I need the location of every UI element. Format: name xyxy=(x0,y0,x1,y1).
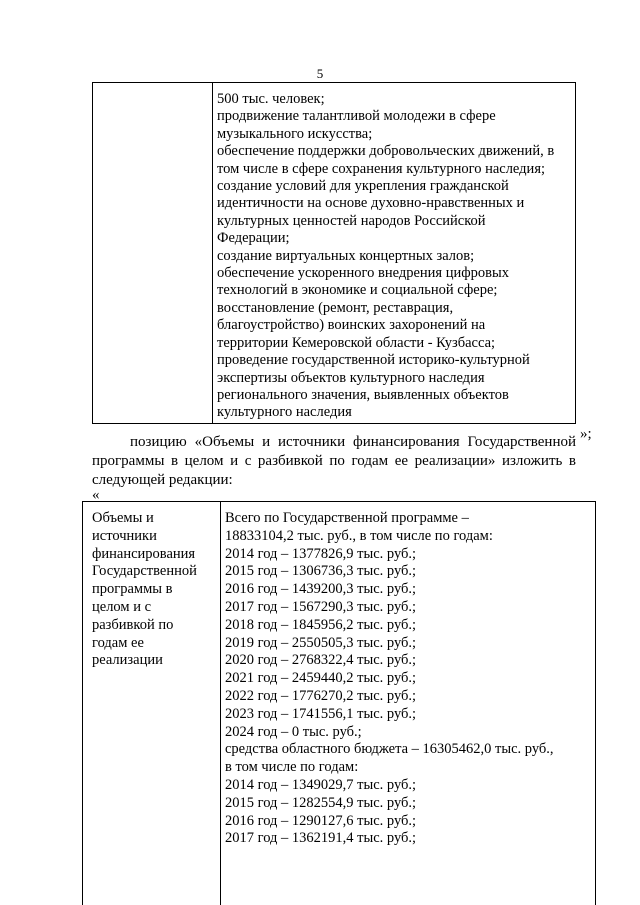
cell-line: Федерации; xyxy=(217,230,290,247)
funding-line: 2015 год – 1282554,9 тыс. руб.; xyxy=(225,794,417,811)
funding-line: 2017 год – 1362191,4 тыс. руб.; xyxy=(225,830,417,847)
column-divider xyxy=(212,83,213,423)
cell-line: культурного наследия xyxy=(217,404,352,421)
funding-line: 2016 год – 1290127,6 тыс. руб.; xyxy=(225,812,417,829)
funding-line: 2018 год – 1845956,2 тыс. руб.; xyxy=(225,616,417,633)
funding-line: 2020 год – 2768322,4 тыс. руб.; xyxy=(225,652,417,669)
funding-line: средства областного бюджета – 16305462,0 тыс. руб., xyxy=(225,741,554,758)
paragraph-text: позицию «Объемы и источники финансирования Государственной программы в целом и с разбивкой по годам ее реализации» изложить в следующей редакции: xyxy=(92,434,576,488)
cell-line: технологий в экономике и социальной сфере; xyxy=(217,282,498,299)
funding-line: 2019 год – 2550505,3 тыс. руб.; xyxy=(225,634,417,651)
funding-line: 18833104,2 тыс. руб., в том числе по годам: xyxy=(225,527,493,544)
cell-line: продвижение талантливой молодежи в сфере xyxy=(217,108,496,125)
funding-label-cell xyxy=(92,510,218,670)
cell-line: 500 тыс. человек; xyxy=(217,91,325,107)
cell-line: культурных ценностей народов Российской xyxy=(217,212,486,229)
funding-line: в том числе по годам: xyxy=(225,759,359,776)
cell-line: экспертизы объектов культурного наследия xyxy=(217,369,485,386)
funding-line: 2014 год – 1349029,7 тыс. руб.; xyxy=(225,776,417,793)
label-line: целом и с xyxy=(92,598,152,615)
cell-line: идентичности на основе духовно-нравственных и xyxy=(217,195,525,212)
label-line: программы в xyxy=(92,581,173,598)
cell-line: обеспечение ускоренного внедрения цифровых xyxy=(217,265,509,282)
cell-line: создание условий для укрепления гражданской xyxy=(217,178,509,195)
cell-line: том числе в сфере сохранения культурного наследия; xyxy=(217,160,546,177)
column-divider xyxy=(220,502,221,905)
goals-cell xyxy=(217,91,569,422)
cell-line: музыкального искусства; xyxy=(217,125,373,142)
page-number: 5 xyxy=(316,66,324,81)
funding-line: 2022 год – 1776270,2 тыс. руб.; xyxy=(225,687,417,704)
program-table-continuation xyxy=(92,82,576,424)
funding-line: 2024 год – 0 тыс. руб.; xyxy=(225,723,362,740)
cell-line: обеспечение поддержки добровольческих движений, в xyxy=(217,143,555,160)
cell-line: благоустройство) воинских захоронений на xyxy=(217,317,486,334)
funding-line: 2023 год – 1741556,1 тыс. руб.; xyxy=(225,705,417,722)
funding-line: 2014 год – 1377826,9 тыс. руб.; xyxy=(225,545,417,562)
label-line: Объемы и xyxy=(92,510,154,526)
funding-line: 2016 год – 1439200,3 тыс. руб.; xyxy=(225,581,417,598)
funding-line: Всего по Государственной программе – xyxy=(225,510,469,526)
cell-line: создание виртуальных концертных залов; xyxy=(217,247,475,264)
funding-table xyxy=(82,501,596,905)
funding-line: 2015 год – 1306736,3 тыс. руб.; xyxy=(225,563,417,580)
opening-quote: « xyxy=(92,487,100,503)
label-line: Государственной xyxy=(92,563,197,580)
cell-line: регионального значения, выявленных объектов xyxy=(217,386,509,403)
funding-line: 2021 год – 2459440,2 тыс. руб.; xyxy=(225,670,417,687)
cell-line: восстановление (ремонт, реставрация, xyxy=(217,299,454,316)
label-line: финансирования xyxy=(92,545,196,562)
label-line: реализации xyxy=(92,652,163,669)
closing-quote: »; xyxy=(580,426,592,442)
label-line: годам ее xyxy=(92,634,144,651)
cell-line: проведение государственной историко-культурной xyxy=(217,352,530,369)
amendment-paragraph xyxy=(92,433,576,490)
cell-line: территории Кемеровской области - Кузбасса; xyxy=(217,334,496,351)
label-line: разбивкой по xyxy=(92,616,174,633)
funding-content-cell xyxy=(225,510,591,848)
label-line: источники xyxy=(92,527,157,544)
funding-line: 2017 год – 1567290,3 тыс. руб.; xyxy=(225,598,417,615)
